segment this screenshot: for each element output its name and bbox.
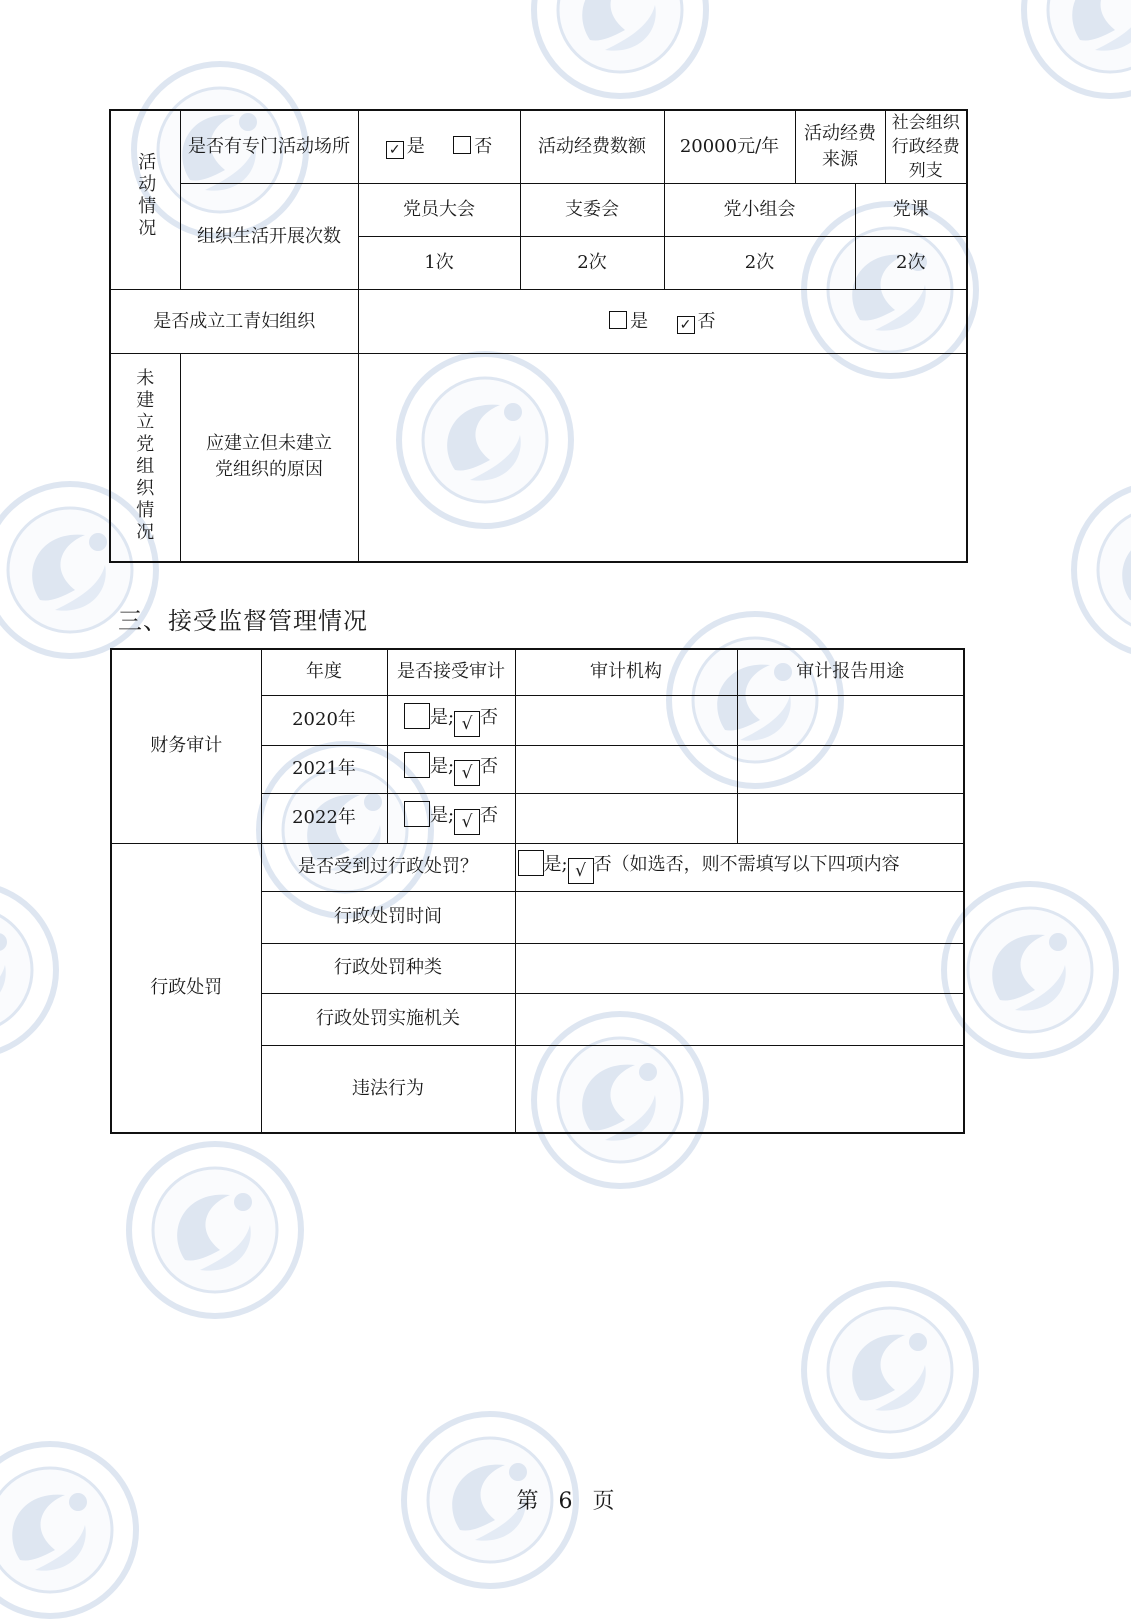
meeting-name: 党小组会 xyxy=(664,184,855,237)
footer-suffix: 页 xyxy=(592,1489,615,1514)
youth-yes-label: 是 xyxy=(629,310,648,332)
audit-choice xyxy=(387,695,515,745)
page-number: 6 xyxy=(558,1489,573,1514)
audit-no-checkbox[interactable]: √ xyxy=(454,809,480,835)
youth-no-checkbox[interactable]: ✓ xyxy=(677,316,695,334)
penalty-label: 行政处罚 xyxy=(111,843,261,1133)
audit-no-label: 否 xyxy=(480,707,499,728)
venue-choice xyxy=(358,110,520,184)
youth-yes-checkbox[interactable] xyxy=(609,311,627,329)
fund-amount-value: 20000元/年 xyxy=(664,110,795,184)
audit-usage-field[interactable] xyxy=(737,793,964,843)
youth-org-choice xyxy=(358,290,967,354)
audit-label: 财务审计 xyxy=(111,649,261,843)
audit-usage-field[interactable] xyxy=(737,745,964,793)
audit-no-checkbox[interactable]: √ xyxy=(454,711,480,737)
audit-year: 2022年 xyxy=(261,793,387,843)
page-footer xyxy=(0,1484,1131,1515)
meeting-count: 2次 xyxy=(520,237,664,290)
org-life-label: 组织生活开展次数 xyxy=(180,184,358,290)
watermark-seal xyxy=(800,1280,980,1460)
no-party-label: 未建立党组织情况 xyxy=(136,368,155,544)
audit-yes-label: 是; xyxy=(429,756,455,777)
no-party-reason-field[interactable] xyxy=(358,354,967,562)
penalty-row-label: 行政处罚实施机关 xyxy=(261,993,515,1045)
activity-label-cell xyxy=(110,110,180,290)
penalty-no-checkbox[interactable]: √ xyxy=(568,858,594,884)
watermark-seal xyxy=(0,1440,140,1620)
penalty-row-label: 行政处罚时间 xyxy=(261,891,515,943)
audit-yes-checkbox[interactable] xyxy=(404,703,430,729)
meeting-count: 2次 xyxy=(855,237,967,290)
penalty-yes-label: 是; xyxy=(543,854,568,875)
watermark-seal xyxy=(1070,480,1131,660)
watermark-seal xyxy=(0,880,60,1060)
watermark-seal xyxy=(1020,0,1131,100)
fund-source-value: 社会组织行政经费列支 xyxy=(885,110,967,184)
penalty-choice xyxy=(515,843,964,891)
meeting-name: 党员大会 xyxy=(358,184,520,237)
column-header: 是否接受审计 xyxy=(387,649,515,695)
audit-usage-field[interactable] xyxy=(737,695,964,745)
audit-agency-field[interactable] xyxy=(515,793,737,843)
watermark-seal xyxy=(530,0,710,100)
watermark-seal xyxy=(125,1140,305,1320)
audit-yes-checkbox[interactable] xyxy=(404,801,430,827)
penalty-no-label: 否（如选否，则不需填写以下四项内容 xyxy=(593,854,900,875)
audit-yes-checkbox[interactable] xyxy=(404,752,430,778)
audit-choice xyxy=(387,793,515,843)
penalty-time-field[interactable] xyxy=(515,891,964,943)
section-title: 三、接受监督管理情况 xyxy=(118,607,368,635)
meeting-count: 1次 xyxy=(358,237,520,290)
venue-question: 是否有专门活动场所 xyxy=(180,110,358,184)
penalty-yes-checkbox[interactable] xyxy=(518,850,544,876)
audit-choice xyxy=(387,745,515,793)
venue-no-label: 否 xyxy=(474,136,493,157)
audit-year: 2020年 xyxy=(261,695,387,745)
meeting-name: 党课 xyxy=(855,184,967,237)
fund-source-label: 活动经费来源 xyxy=(795,110,885,184)
meeting-name: 支委会 xyxy=(520,184,664,237)
supervision-table xyxy=(110,648,965,1134)
audit-agency-field[interactable] xyxy=(515,695,737,745)
meeting-count: 2次 xyxy=(664,237,855,290)
penalty-agency-field[interactable] xyxy=(515,993,964,1045)
audit-no-label: 否 xyxy=(480,805,499,826)
audit-no-label: 否 xyxy=(480,756,499,777)
audit-yes-label: 是; xyxy=(429,805,455,826)
activity-label: 活动情况 xyxy=(135,152,157,240)
column-header: 年度 xyxy=(261,649,387,695)
venue-no-checkbox[interactable] xyxy=(453,136,471,154)
no-party-reason-label: 应建立但未建立党组织的原因 xyxy=(180,354,358,562)
youth-org-question: 是否成立工青妇组织 xyxy=(110,290,358,354)
penalty-type-field[interactable] xyxy=(515,943,964,993)
party-activity-table xyxy=(109,109,968,563)
column-header: 审计报告用途 xyxy=(737,649,964,695)
watermark-seal xyxy=(940,880,1120,1060)
penalty-row-label: 违法行为 xyxy=(261,1045,515,1133)
audit-no-checkbox[interactable]: √ xyxy=(454,760,480,786)
footer-prefix: 第 xyxy=(516,1489,539,1514)
audit-year: 2021年 xyxy=(261,745,387,793)
venue-yes-checkbox[interactable]: ✓ xyxy=(386,141,404,159)
column-header: 审计机构 xyxy=(515,649,737,695)
violation-field[interactable] xyxy=(515,1045,964,1133)
penalty-row-label: 行政处罚种类 xyxy=(261,943,515,993)
no-party-label-cell xyxy=(110,354,180,562)
venue-yes-label: 是 xyxy=(406,136,425,157)
youth-no-label: 否 xyxy=(697,310,716,332)
penalty-question: 是否受到过行政处罚？ xyxy=(261,843,515,891)
fund-amount-label: 活动经费数额 xyxy=(520,110,664,184)
audit-agency-field[interactable] xyxy=(515,745,737,793)
audit-yes-label: 是; xyxy=(429,707,455,728)
